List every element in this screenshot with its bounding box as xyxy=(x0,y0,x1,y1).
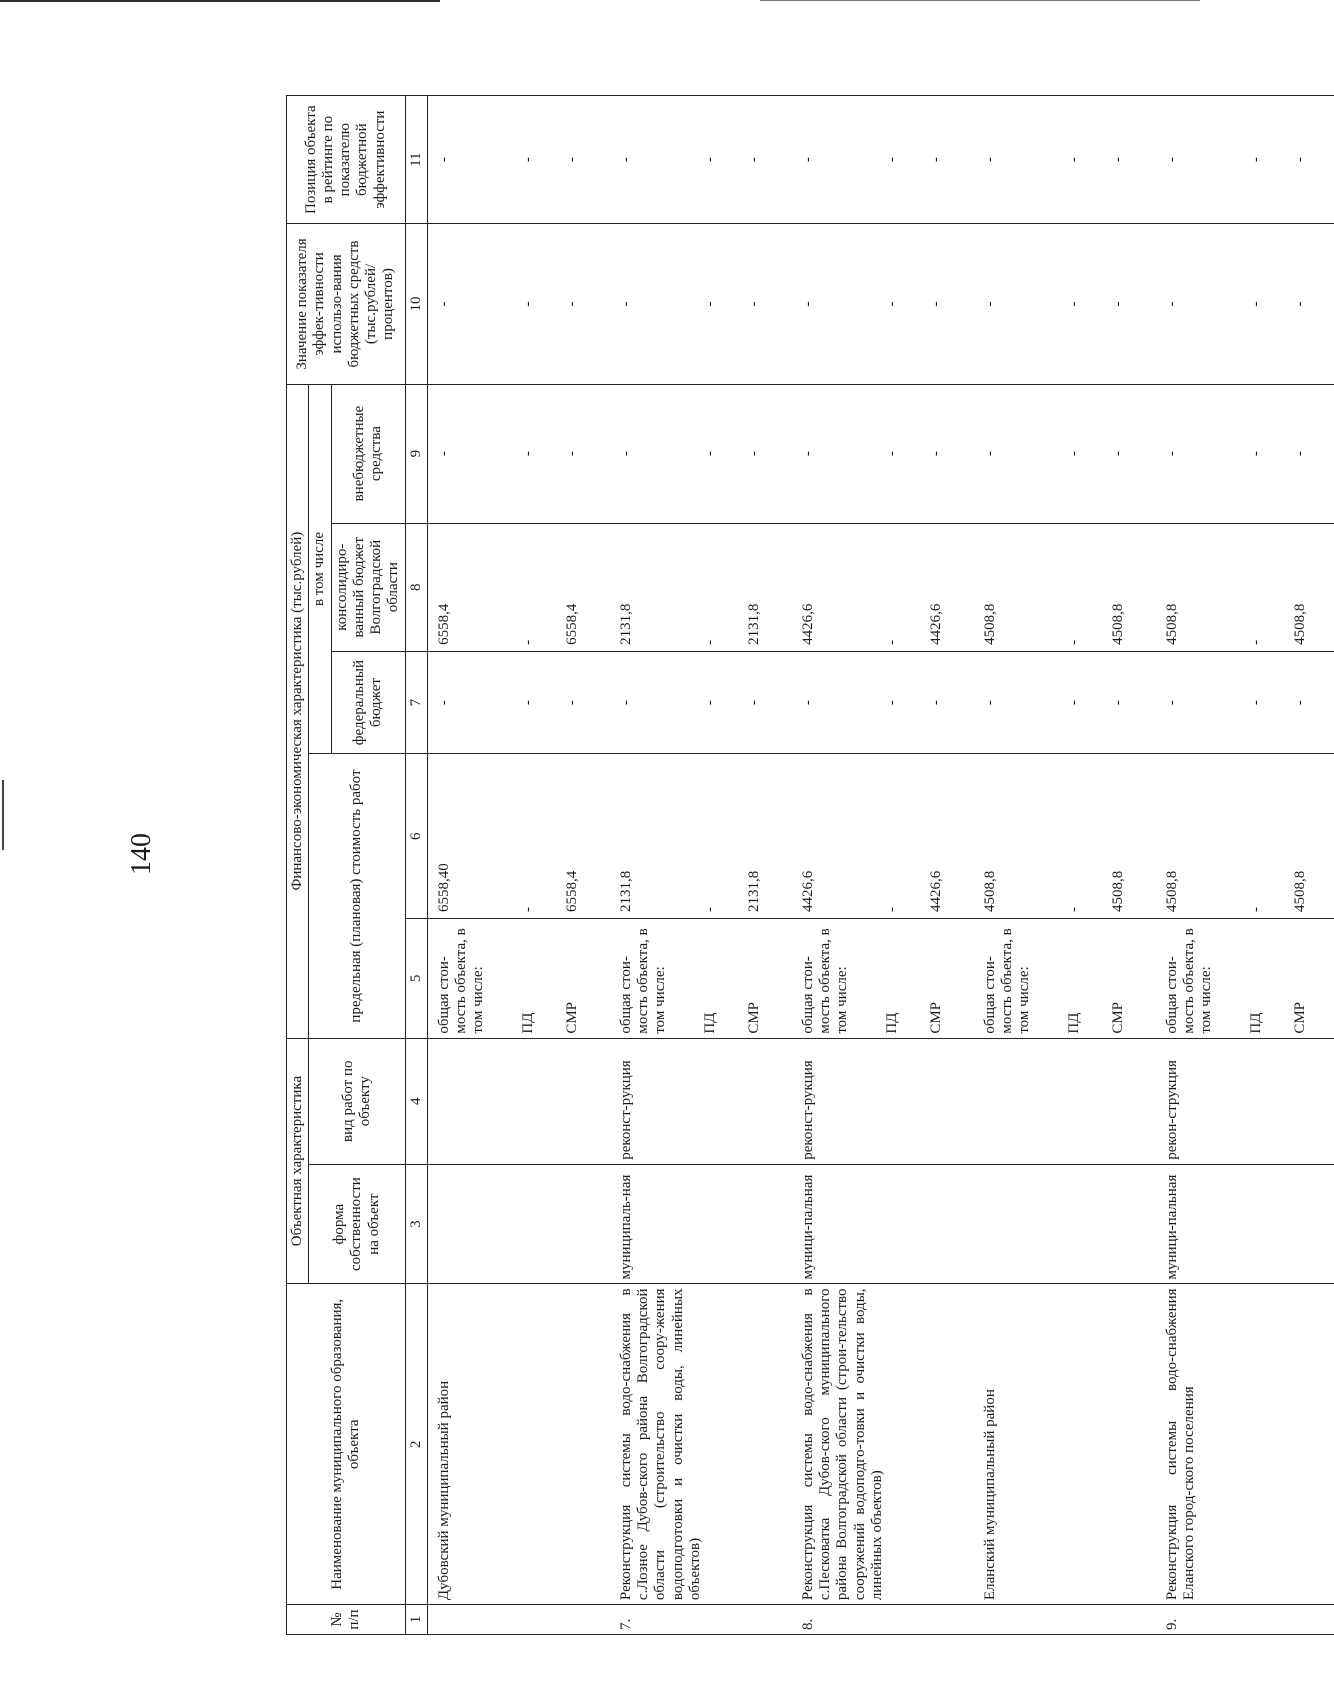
cost-item-label: СМР xyxy=(744,918,788,1038)
cost-total: 4426,6 xyxy=(926,754,970,919)
cost-total: 6558,40 xyxy=(427,754,518,919)
efficiency-value: - xyxy=(1246,224,1290,384)
page-number: 140 xyxy=(126,833,157,875)
row-number xyxy=(427,1605,606,1635)
column-number: 2 xyxy=(405,1284,427,1605)
row-spacer xyxy=(970,96,980,1635)
scan-margin-mark xyxy=(2,780,4,850)
row-spacer xyxy=(606,96,616,1635)
column-number: 11 xyxy=(405,96,427,224)
efficiency-value: - xyxy=(562,224,606,384)
cost-item-label: ПД xyxy=(882,918,926,1038)
extra-budget-value: - xyxy=(1162,384,1246,523)
spacer-cell xyxy=(1152,1284,1162,1605)
extra-budget-value: - xyxy=(700,384,744,523)
federal-budget-value: - xyxy=(1064,651,1108,754)
efficiency-value: - xyxy=(427,224,518,384)
efficiency-value: - xyxy=(1162,224,1246,384)
spacer-cell xyxy=(788,1164,798,1284)
extra-budget-value: - xyxy=(1108,384,1152,523)
object-name: Реконструкция системы водо-снабжения Еланского город-ского поселения xyxy=(1162,1284,1334,1605)
federal-budget-value: - xyxy=(926,651,970,754)
spacer-cell xyxy=(1152,754,1162,919)
cost-item-label: СМР xyxy=(1290,918,1334,1038)
table-row xyxy=(980,96,1064,1635)
consolidated-budget-value: 4508,8 xyxy=(1290,523,1334,651)
header-extra-budget: внебюджетные средства xyxy=(331,384,405,523)
spacer-cell xyxy=(1152,523,1162,651)
extra-budget-value: - xyxy=(1064,384,1108,523)
cost-total: - xyxy=(1064,754,1108,919)
column-number: 4 xyxy=(405,1038,427,1164)
cost-total: 4508,8 xyxy=(1162,754,1246,919)
row-number: 9. xyxy=(1162,1605,1334,1635)
ownership-form xyxy=(980,1164,1152,1284)
column-number: 10 xyxy=(405,224,427,384)
federal-budget-value: - xyxy=(882,651,926,754)
extra-budget-value: - xyxy=(562,384,606,523)
spacer-cell xyxy=(1152,918,1162,1038)
row-spacer xyxy=(788,96,798,1635)
rank-value: - xyxy=(1064,96,1108,224)
cost-item-label: общая стои-мость объекта, в том числе: xyxy=(616,918,700,1038)
efficiency-value: - xyxy=(882,224,926,384)
row-spacer xyxy=(1152,96,1162,1635)
rank-value: - xyxy=(427,96,518,224)
work-kind xyxy=(427,1038,606,1164)
spacer-cell xyxy=(1152,1038,1162,1164)
work-kind: рекон-струкция xyxy=(1162,1038,1334,1164)
spacer-cell xyxy=(970,1605,980,1635)
consolidated-budget-value: 4508,8 xyxy=(1108,523,1152,651)
cost-total: 4508,8 xyxy=(1290,754,1334,919)
federal-budget-value: - xyxy=(518,651,562,754)
spacer-cell xyxy=(788,224,798,384)
rank-value: - xyxy=(980,96,1064,224)
spacer-cell xyxy=(788,754,798,919)
spacer-cell xyxy=(788,384,798,523)
consolidated-budget-value: 4426,6 xyxy=(798,523,882,651)
header-number: № п/п xyxy=(287,1605,406,1635)
extra-budget-value: - xyxy=(744,384,788,523)
efficiency-value: - xyxy=(1290,224,1334,384)
rank-value: - xyxy=(616,96,700,224)
federal-budget-value: - xyxy=(700,651,744,754)
spacer-cell xyxy=(970,1164,980,1284)
spacer-cell xyxy=(1152,1605,1162,1635)
spacer-cell xyxy=(1152,96,1162,224)
efficiency-value: - xyxy=(980,224,1064,384)
extra-budget-value: - xyxy=(518,384,562,523)
header-name: Наименование муниципального образования, объекта xyxy=(287,1284,406,1605)
scan-edge-line-right xyxy=(760,0,1200,1)
rank-value: - xyxy=(882,96,926,224)
efficiency-value: - xyxy=(798,224,882,384)
spacer-cell xyxy=(606,224,616,384)
spacer-cell xyxy=(970,1038,980,1164)
column-number: 8 xyxy=(405,523,427,651)
federal-budget-value: - xyxy=(1290,651,1334,754)
rank-value: - xyxy=(1290,96,1334,224)
column-number: 9 xyxy=(405,384,427,523)
cost-item-label: общая стои-мость объекта, в том числе: xyxy=(798,918,882,1038)
cost-item-label: общая стои-мость объекта, в том числе: xyxy=(427,918,518,1038)
cost-total: - xyxy=(518,754,562,919)
spacer-cell xyxy=(970,918,980,1038)
cost-item-label: СМР xyxy=(926,918,970,1038)
spacer-cell xyxy=(970,224,980,384)
work-kind: реконст-рукция xyxy=(616,1038,788,1164)
spacer-cell xyxy=(606,96,616,224)
table-row xyxy=(427,96,518,1635)
table-row xyxy=(1162,96,1246,1635)
consolidated-budget-value: 6558,4 xyxy=(562,523,606,651)
cost-total: - xyxy=(882,754,926,919)
spacer-cell xyxy=(970,384,980,523)
rank-value: - xyxy=(562,96,606,224)
spacer-cell xyxy=(606,384,616,523)
spacer-cell xyxy=(1152,224,1162,384)
row-number xyxy=(980,1605,1152,1635)
column-number: 1 xyxy=(405,1605,427,1635)
spacer-cell xyxy=(1152,651,1162,754)
object-name: Реконструкция системы водо-снабжения в с.Лозное Дубов-ского района Волгоградской области (строительство соору-жения водоподготовки и очистки воды, линейных объектов) xyxy=(616,1284,788,1605)
efficiency-value: - xyxy=(926,224,970,384)
object-name: Дубовский муниципальный район xyxy=(427,1284,606,1605)
federal-budget-value: - xyxy=(798,651,882,754)
ownership-form: муници-пальная xyxy=(798,1164,970,1284)
header-object-characteristics: Объектная характеристика xyxy=(287,1038,309,1284)
spacer-cell xyxy=(788,651,798,754)
spacer-cell xyxy=(970,754,980,919)
consolidated-budget-value: - xyxy=(1064,523,1108,651)
cost-total: 2131,8 xyxy=(744,754,788,919)
rotated-page-content xyxy=(286,95,1326,1635)
spacer-cell xyxy=(788,918,798,1038)
rank-value: - xyxy=(1162,96,1246,224)
federal-budget-value: - xyxy=(980,651,1064,754)
spacer-cell xyxy=(606,651,616,754)
spacer-cell xyxy=(788,1284,798,1605)
rank-value: - xyxy=(518,96,562,224)
row-number: 8. xyxy=(798,1605,970,1635)
consolidated-budget-value: 4426,6 xyxy=(926,523,970,651)
table-row xyxy=(798,96,882,1635)
spacer-cell xyxy=(606,1164,616,1284)
header-efficiency: Значение показателя эффек-тивности использо-вания бюджетных средств (тыс.рублей/ процентов) xyxy=(287,224,406,384)
federal-budget-value: - xyxy=(616,651,700,754)
efficiency-value: - xyxy=(744,224,788,384)
scan-edge-line xyxy=(0,0,440,2)
header-including: в том числе xyxy=(309,384,331,754)
table-row xyxy=(616,96,700,1635)
header-ownership-form: форма собственности на объект xyxy=(309,1164,405,1284)
rank-value: - xyxy=(700,96,744,224)
cost-item-label: СМР xyxy=(1108,918,1152,1038)
header-rank: Позиция объекта в рейтинге по показателю бюджетной эффективности xyxy=(287,96,406,224)
federal-budget-value: - xyxy=(744,651,788,754)
header-limit-cost: предельная (плановая) стоимость работ xyxy=(309,754,405,1038)
spacer-cell xyxy=(788,1038,798,1164)
investment-table xyxy=(286,95,1334,1635)
consolidated-budget-value: - xyxy=(882,523,926,651)
extra-budget-value: - xyxy=(926,384,970,523)
header-consolidated-budget: консолидиро-ванный бюджет Волгоградской области xyxy=(331,523,405,651)
cost-total: - xyxy=(700,754,744,919)
cost-item-label: ПД xyxy=(1064,918,1108,1038)
extra-budget-value: - xyxy=(798,384,882,523)
header-work-kind: вид работ по объекту xyxy=(309,1038,405,1164)
spacer-cell xyxy=(788,96,798,224)
spacer-cell xyxy=(606,1038,616,1164)
extra-budget-value: - xyxy=(980,384,1064,523)
rank-value: - xyxy=(1246,96,1290,224)
cost-item-label: СМР xyxy=(562,918,606,1038)
spacer-cell xyxy=(1152,1164,1162,1284)
table-body xyxy=(427,96,1334,1635)
spacer-cell xyxy=(970,651,980,754)
cost-total: 6558,4 xyxy=(562,754,606,919)
column-number: 3 xyxy=(405,1164,427,1284)
rank-value: - xyxy=(744,96,788,224)
cost-item-label: ПД xyxy=(518,918,562,1038)
extra-budget-value: - xyxy=(616,384,700,523)
work-kind: реконст-рукция xyxy=(798,1038,970,1164)
spacer-cell xyxy=(970,523,980,651)
cost-item-label: общая стои-мость объекта, в том числе: xyxy=(980,918,1064,1038)
efficiency-value: - xyxy=(700,224,744,384)
spacer-cell xyxy=(970,96,980,224)
header-financial-characteristics: Финансово-экономическая характеристика (тыс.рублей) xyxy=(287,384,309,1038)
object-name: Еланский муниципальный район xyxy=(980,1284,1152,1605)
spacer-cell xyxy=(788,1605,798,1635)
column-number: 7 xyxy=(405,651,427,754)
spacer-cell xyxy=(1152,384,1162,523)
spacer-cell xyxy=(606,1605,616,1635)
federal-budget-value: - xyxy=(427,651,518,754)
cost-item-label: ПД xyxy=(1246,918,1290,1038)
federal-budget-value: - xyxy=(1108,651,1152,754)
extra-budget-value: - xyxy=(1246,384,1290,523)
cost-total: 4508,8 xyxy=(1108,754,1152,919)
extra-budget-value: - xyxy=(427,384,518,523)
consolidated-budget-value: - xyxy=(1246,523,1290,651)
federal-budget-value: - xyxy=(1246,651,1290,754)
header-federal-budget: федеральный бюджет xyxy=(331,651,405,754)
rank-value: - xyxy=(798,96,882,224)
spacer-cell xyxy=(606,918,616,1038)
consolidated-budget-value: - xyxy=(518,523,562,651)
column-number: 5 xyxy=(405,918,427,1038)
consolidated-budget-value: 4508,8 xyxy=(980,523,1064,651)
ownership-form xyxy=(427,1164,606,1284)
consolidated-budget-value: 2131,8 xyxy=(744,523,788,651)
column-number: 6 xyxy=(405,754,427,919)
cost-total: 4508,8 xyxy=(980,754,1064,919)
spacer-cell xyxy=(606,754,616,919)
federal-budget-value: - xyxy=(562,651,606,754)
spacer-cell xyxy=(606,1284,616,1605)
object-name: Реконструкция системы водо-снабжения в с.Песковатка Дубов-ского муниципального района Волгоградской области (строи-тельство сооружений водоподго-товки и очистки воды, линейных объектов) xyxy=(798,1284,970,1605)
column-numbers-row xyxy=(405,96,427,1635)
rank-value: - xyxy=(1108,96,1152,224)
table-header xyxy=(287,96,428,1635)
efficiency-value: - xyxy=(1064,224,1108,384)
cost-total: - xyxy=(1246,754,1290,919)
row-number: 7. xyxy=(616,1605,788,1635)
consolidated-budget-value: - xyxy=(700,523,744,651)
cost-item-label: общая стои-мость объекта, в том числе: xyxy=(1162,918,1246,1038)
spacer-cell xyxy=(788,523,798,651)
ownership-form: муниципаль-ная xyxy=(616,1164,788,1284)
cost-item-label: ПД xyxy=(700,918,744,1038)
cost-total: 4426,6 xyxy=(798,754,882,919)
consolidated-budget-value: 2131,8 xyxy=(616,523,700,651)
ownership-form: муници-пальная xyxy=(1162,1164,1334,1284)
efficiency-value: - xyxy=(518,224,562,384)
work-kind xyxy=(980,1038,1152,1164)
efficiency-value: - xyxy=(616,224,700,384)
consolidated-budget-value: 6558,4 xyxy=(427,523,518,651)
spacer-cell xyxy=(606,523,616,651)
rank-value: - xyxy=(926,96,970,224)
consolidated-budget-value: 4508,8 xyxy=(1162,523,1246,651)
extra-budget-value: - xyxy=(882,384,926,523)
cost-total: 2131,8 xyxy=(616,754,700,919)
efficiency-value: - xyxy=(1108,224,1152,384)
spacer-cell xyxy=(970,1284,980,1605)
federal-budget-value: - xyxy=(1162,651,1246,754)
extra-budget-value: - xyxy=(1290,384,1334,523)
